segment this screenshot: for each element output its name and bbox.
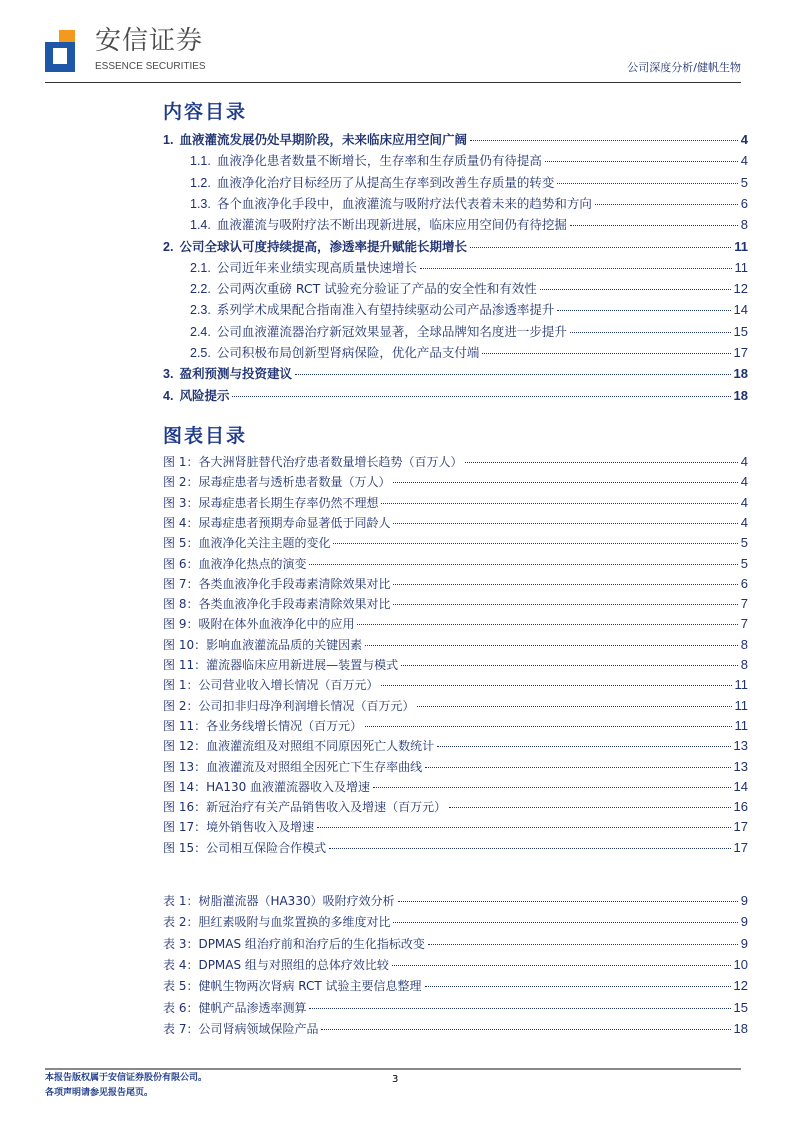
- dot-leader: [570, 225, 738, 226]
- entry-label: 图 9：吸附在体外血液净化中的应用: [163, 617, 355, 632]
- dot-leader: [545, 161, 738, 162]
- entry-label: 公司两次重磅 RCT 试验充分验证了产品的安全性和有效性: [216, 281, 537, 297]
- dot-leader: [428, 944, 738, 945]
- entry-page: 12: [733, 978, 748, 994]
- entry-page: 17: [733, 839, 748, 855]
- entry-label: 图 2：尿毒症患者与透析患者数量（万人）: [163, 475, 391, 490]
- entry-label: 图 14：HA130 血液灌流器收入及增速: [163, 779, 371, 794]
- entry-label: 公司积极布局创新型肾病保险，优化产品支付端: [216, 345, 480, 360]
- toc-entry[interactable]: [163, 717, 748, 735]
- entry-label: 表 3：DPMAS 组治疗前和治疗后的生化指标改变: [163, 936, 425, 951]
- toc-entry[interactable]: [163, 473, 748, 491]
- entry-page: 11: [734, 697, 748, 713]
- dot-leader: [232, 396, 730, 397]
- dot-leader: [470, 247, 731, 248]
- disclaimer-note: 各项声明请参见报告尾页。: [45, 1088, 154, 1098]
- toc-entry[interactable]: [163, 514, 748, 532]
- entry-number: 1.4.: [190, 218, 211, 233]
- entry-label: 盈利预测与投资建议: [179, 366, 292, 382]
- dot-leader: [381, 503, 737, 504]
- dot-leader: [333, 543, 737, 544]
- entry-number: 1.1.: [190, 154, 211, 169]
- entry-label: 公司血液灌流器治疗新冠效果显著，全球品牌知名度进一步提升: [216, 323, 567, 339]
- dot-leader: [465, 462, 737, 463]
- dot-leader: [381, 685, 731, 686]
- dot-leader: [309, 564, 737, 565]
- entry-number: 2.2.: [190, 282, 211, 297]
- entry-page: 4: [740, 474, 748, 490]
- dot-leader: [570, 332, 731, 333]
- entry-page: 7: [740, 616, 748, 632]
- dot-leader: [393, 922, 737, 923]
- dot-leader: [425, 767, 730, 768]
- toc-entry[interactable]: [163, 615, 748, 633]
- entry-page: 4: [740, 514, 748, 530]
- entry-label: 表 2：胆红素吸附与血浆置换的多维度对比: [163, 915, 391, 930]
- toc-entry[interactable]: [163, 818, 748, 836]
- toc-entry[interactable]: [163, 892, 748, 910]
- entry-label: 表 7：公司肾病领域保险产品: [163, 1021, 319, 1036]
- entry-label: 图 11：各业务线增长情况（百万元）: [163, 718, 363, 733]
- entry-label: 图 12：血液灌流组及对照组不同原因死亡人数统计: [163, 739, 435, 754]
- report-type: 公司深度分析/健帆生物: [627, 61, 741, 74]
- toc-entry[interactable]: [163, 534, 748, 552]
- toc-entry[interactable]: [163, 365, 748, 383]
- entry-page: 9: [740, 893, 748, 908]
- entry-label: 图 8：各类血液净化手段毒素清除效果对比: [163, 597, 391, 612]
- entry-label: 图 1：各大洲肾脏替代治疗患者数量增长趋势（百万人）: [163, 455, 463, 469]
- entry-number: 2.1.: [190, 260, 211, 275]
- entry-page: 15: [733, 999, 748, 1015]
- entry-label: 公司全球认可度持续提高，渗透率提升赋能长期增长: [179, 238, 467, 254]
- entry-label: 表 4：DPMAS 组与对照组的总体疗效比较: [163, 957, 389, 972]
- entry-label: 图 5：血液净化关注主题的变化: [163, 536, 331, 551]
- entry-label: 图 13：血液灌流及对照组全因死亡下生存率曲线: [163, 759, 423, 774]
- toc-entry[interactable]: [163, 1020, 748, 1038]
- entry-label: 公司近年来业绩实现高质量快速增长: [216, 259, 417, 275]
- toc-entry[interactable]: [190, 152, 748, 170]
- entry-label: 血液净化患者数量不断增长，生存率和生存质量仍有待提高: [216, 153, 542, 169]
- entry-page: 18: [733, 387, 748, 403]
- toc-entry[interactable]: [190, 216, 748, 234]
- toc-entry[interactable]: [163, 595, 748, 613]
- entry-page: 14: [733, 302, 748, 318]
- toc-entry[interactable]: [163, 956, 748, 974]
- entry-page: 6: [740, 575, 748, 591]
- entry-page: 4: [740, 494, 748, 510]
- dot-leader: [295, 374, 731, 375]
- toc-entry[interactable]: [163, 131, 748, 149]
- dot-leader: [357, 624, 737, 625]
- entry-page: 13: [733, 738, 748, 754]
- entry-page: 18: [733, 366, 748, 382]
- dot-leader: [482, 353, 730, 354]
- toc-entry[interactable]: [163, 555, 748, 573]
- dot-leader: [401, 665, 738, 666]
- toc-entry[interactable]: [163, 999, 748, 1017]
- copyright-note: 本报告版权属于安信证券股份有限公司。: [45, 1073, 208, 1083]
- entry-number: 1.: [163, 133, 174, 147]
- entry-number: 4.: [163, 388, 174, 403]
- entry-page: 9: [740, 935, 748, 951]
- toc-entry[interactable]: [163, 977, 748, 995]
- dot-leader: [393, 482, 737, 483]
- toc-entry[interactable]: [163, 913, 748, 931]
- entry-label: 血液灌流发展仍处早期阶段，未来临床应用空间广阔: [179, 132, 467, 147]
- entry-page: 12: [733, 281, 748, 297]
- entry-label: 图 6：血液净化热点的演变: [163, 556, 307, 571]
- toc-entry[interactable]: [163, 238, 748, 256]
- toc-title: 内容目录: [163, 101, 248, 123]
- dot-leader: [557, 310, 730, 311]
- entry-label: 图 2：公司扣非归母净利润增长情况（百万元）: [163, 698, 415, 713]
- toc-entry[interactable]: [163, 737, 748, 755]
- entry-page: 8: [740, 657, 748, 672]
- toc-entry[interactable]: [163, 636, 748, 654]
- entry-label: 血液灌流与吸附疗法不断出现新进展，临床应用空间仍有待挖掘: [216, 217, 567, 233]
- dot-leader: [595, 204, 738, 205]
- dot-leader: [329, 848, 730, 849]
- dot-leader: [557, 183, 737, 184]
- entry-page: 6: [740, 195, 748, 211]
- toc-entry[interactable]: [163, 453, 748, 471]
- dot-leader: [393, 584, 737, 585]
- toc-entry[interactable]: [190, 280, 748, 298]
- entry-label: 图 15：公司相互保险合作模式: [163, 840, 327, 855]
- toc-entry[interactable]: [163, 798, 748, 816]
- entry-label: 图 3：尿毒症患者长期生存率仍然不理想: [163, 495, 379, 510]
- entry-label: 风险提示: [179, 387, 230, 403]
- dot-leader: [540, 289, 731, 290]
- dot-leader: [437, 746, 730, 747]
- toc-entry[interactable]: [190, 195, 748, 213]
- dot-leader: [417, 706, 731, 707]
- toc-entry[interactable]: [190, 323, 748, 341]
- entry-page: 5: [740, 174, 748, 190]
- entry-label: 图 10：影响血液灌流品质的关键因素: [163, 637, 363, 652]
- toc-entry[interactable]: [190, 301, 748, 319]
- entry-page: 18: [733, 1020, 748, 1036]
- toc-entry[interactable]: [163, 656, 748, 674]
- entry-label: 图 4：尿毒症患者预期寿命显著低于同龄人: [163, 515, 391, 530]
- entry-label: 图 11：灌流器临床应用新进展—装置与模式: [163, 658, 399, 672]
- toc-entry[interactable]: [163, 758, 748, 776]
- entry-page: 13: [733, 758, 748, 774]
- entry-page: 8: [740, 636, 748, 652]
- dot-leader: [365, 645, 738, 646]
- entry-page: 15: [733, 323, 748, 339]
- toc-entry[interactable]: [163, 935, 748, 953]
- entry-label: 图 1：公司营业收入增长情况（百万元）: [163, 678, 379, 693]
- entry-label: 图 7：各类血液净化手段毒素清除效果对比: [163, 576, 391, 591]
- toc-entry[interactable]: [163, 839, 748, 857]
- entry-number: 3.: [163, 367, 174, 382]
- entry-number: 1.3.: [190, 196, 211, 211]
- toc-entry[interactable]: [190, 344, 748, 362]
- header-divider: [45, 82, 741, 83]
- entry-label: 表 5：健帆生物两次肾病 RCT 试验主要信息整理: [163, 979, 422, 994]
- entry-page: 4: [740, 153, 748, 169]
- dot-leader: [398, 901, 738, 902]
- figures-title: 图表目录: [163, 425, 248, 447]
- entry-page: 11: [734, 717, 748, 733]
- entry-page: 9: [740, 914, 748, 930]
- entry-page: 17: [733, 345, 748, 360]
- entry-page: 5: [740, 535, 748, 551]
- entry-page: 4: [740, 454, 748, 469]
- entry-label: 表 6：健帆产品渗透率测算: [163, 1000, 307, 1015]
- entry-page: 4: [740, 132, 748, 147]
- dot-leader: [321, 1029, 730, 1030]
- toc-entry[interactable]: [163, 676, 748, 694]
- entry-number: 2.3.: [190, 303, 211, 318]
- entry-label: 各个血液净化手段中，血液灌流与吸附疗法代表着未来的趋势和方向: [216, 195, 592, 211]
- entry-number: 2.5.: [190, 346, 211, 360]
- entry-page: 14: [733, 778, 748, 794]
- entry-label: 图 17：境外销售收入及增速: [163, 820, 315, 835]
- toc-entry[interactable]: [163, 387, 748, 405]
- brand-name-en: ESSENCE SECURITIES: [95, 61, 206, 72]
- dot-leader: [425, 986, 731, 987]
- toc-entry[interactable]: [163, 494, 748, 512]
- dot-leader: [373, 787, 730, 788]
- entry-number: 2.4.: [190, 324, 211, 339]
- dot-leader: [449, 807, 730, 808]
- entry-page: 17: [733, 819, 748, 835]
- dot-leader: [317, 827, 730, 828]
- dot-leader: [365, 726, 731, 727]
- entry-page: 11: [734, 238, 748, 254]
- toc-entry[interactable]: [163, 697, 748, 715]
- footer-divider: [45, 1068, 741, 1070]
- dot-leader: [470, 140, 738, 141]
- toc-entry[interactable]: [190, 259, 748, 277]
- entry-page: 7: [740, 596, 748, 612]
- entry-page: 10: [733, 956, 748, 972]
- toc-entry[interactable]: [163, 778, 748, 796]
- entry-page: 11: [734, 259, 748, 275]
- entry-label: 图 16：新冠治疗有关产品销售收入及增速（百万元）: [163, 800, 447, 815]
- logo-mark: [45, 30, 85, 72]
- entry-page: 16: [733, 799, 748, 815]
- entry-label: 系列学术成果配合指南准入有望持续驱动公司产品渗透率提升: [216, 302, 555, 318]
- entry-page: 11: [734, 677, 748, 693]
- entry-page: 5: [740, 555, 748, 571]
- brand-name-cn: 安信证券: [95, 26, 204, 56]
- entry-label: 表 1：树脂灌流器（HA330）吸附疗效分析: [163, 894, 395, 908]
- dot-leader: [393, 604, 737, 605]
- entry-page: 8: [740, 217, 748, 233]
- toc-entry[interactable]: [163, 575, 748, 593]
- toc-entry[interactable]: [190, 174, 748, 192]
- dot-leader: [420, 268, 732, 269]
- page-number: 3: [392, 1074, 399, 1085]
- entry-number: 1.2.: [190, 175, 211, 190]
- dot-leader: [392, 965, 731, 966]
- dot-leader: [393, 523, 737, 524]
- entry-label: 血液净化治疗目标经历了从提高生存率到改善生存质量的转变: [216, 174, 555, 190]
- dot-leader: [309, 1008, 730, 1009]
- entry-number: 2.: [163, 239, 174, 254]
